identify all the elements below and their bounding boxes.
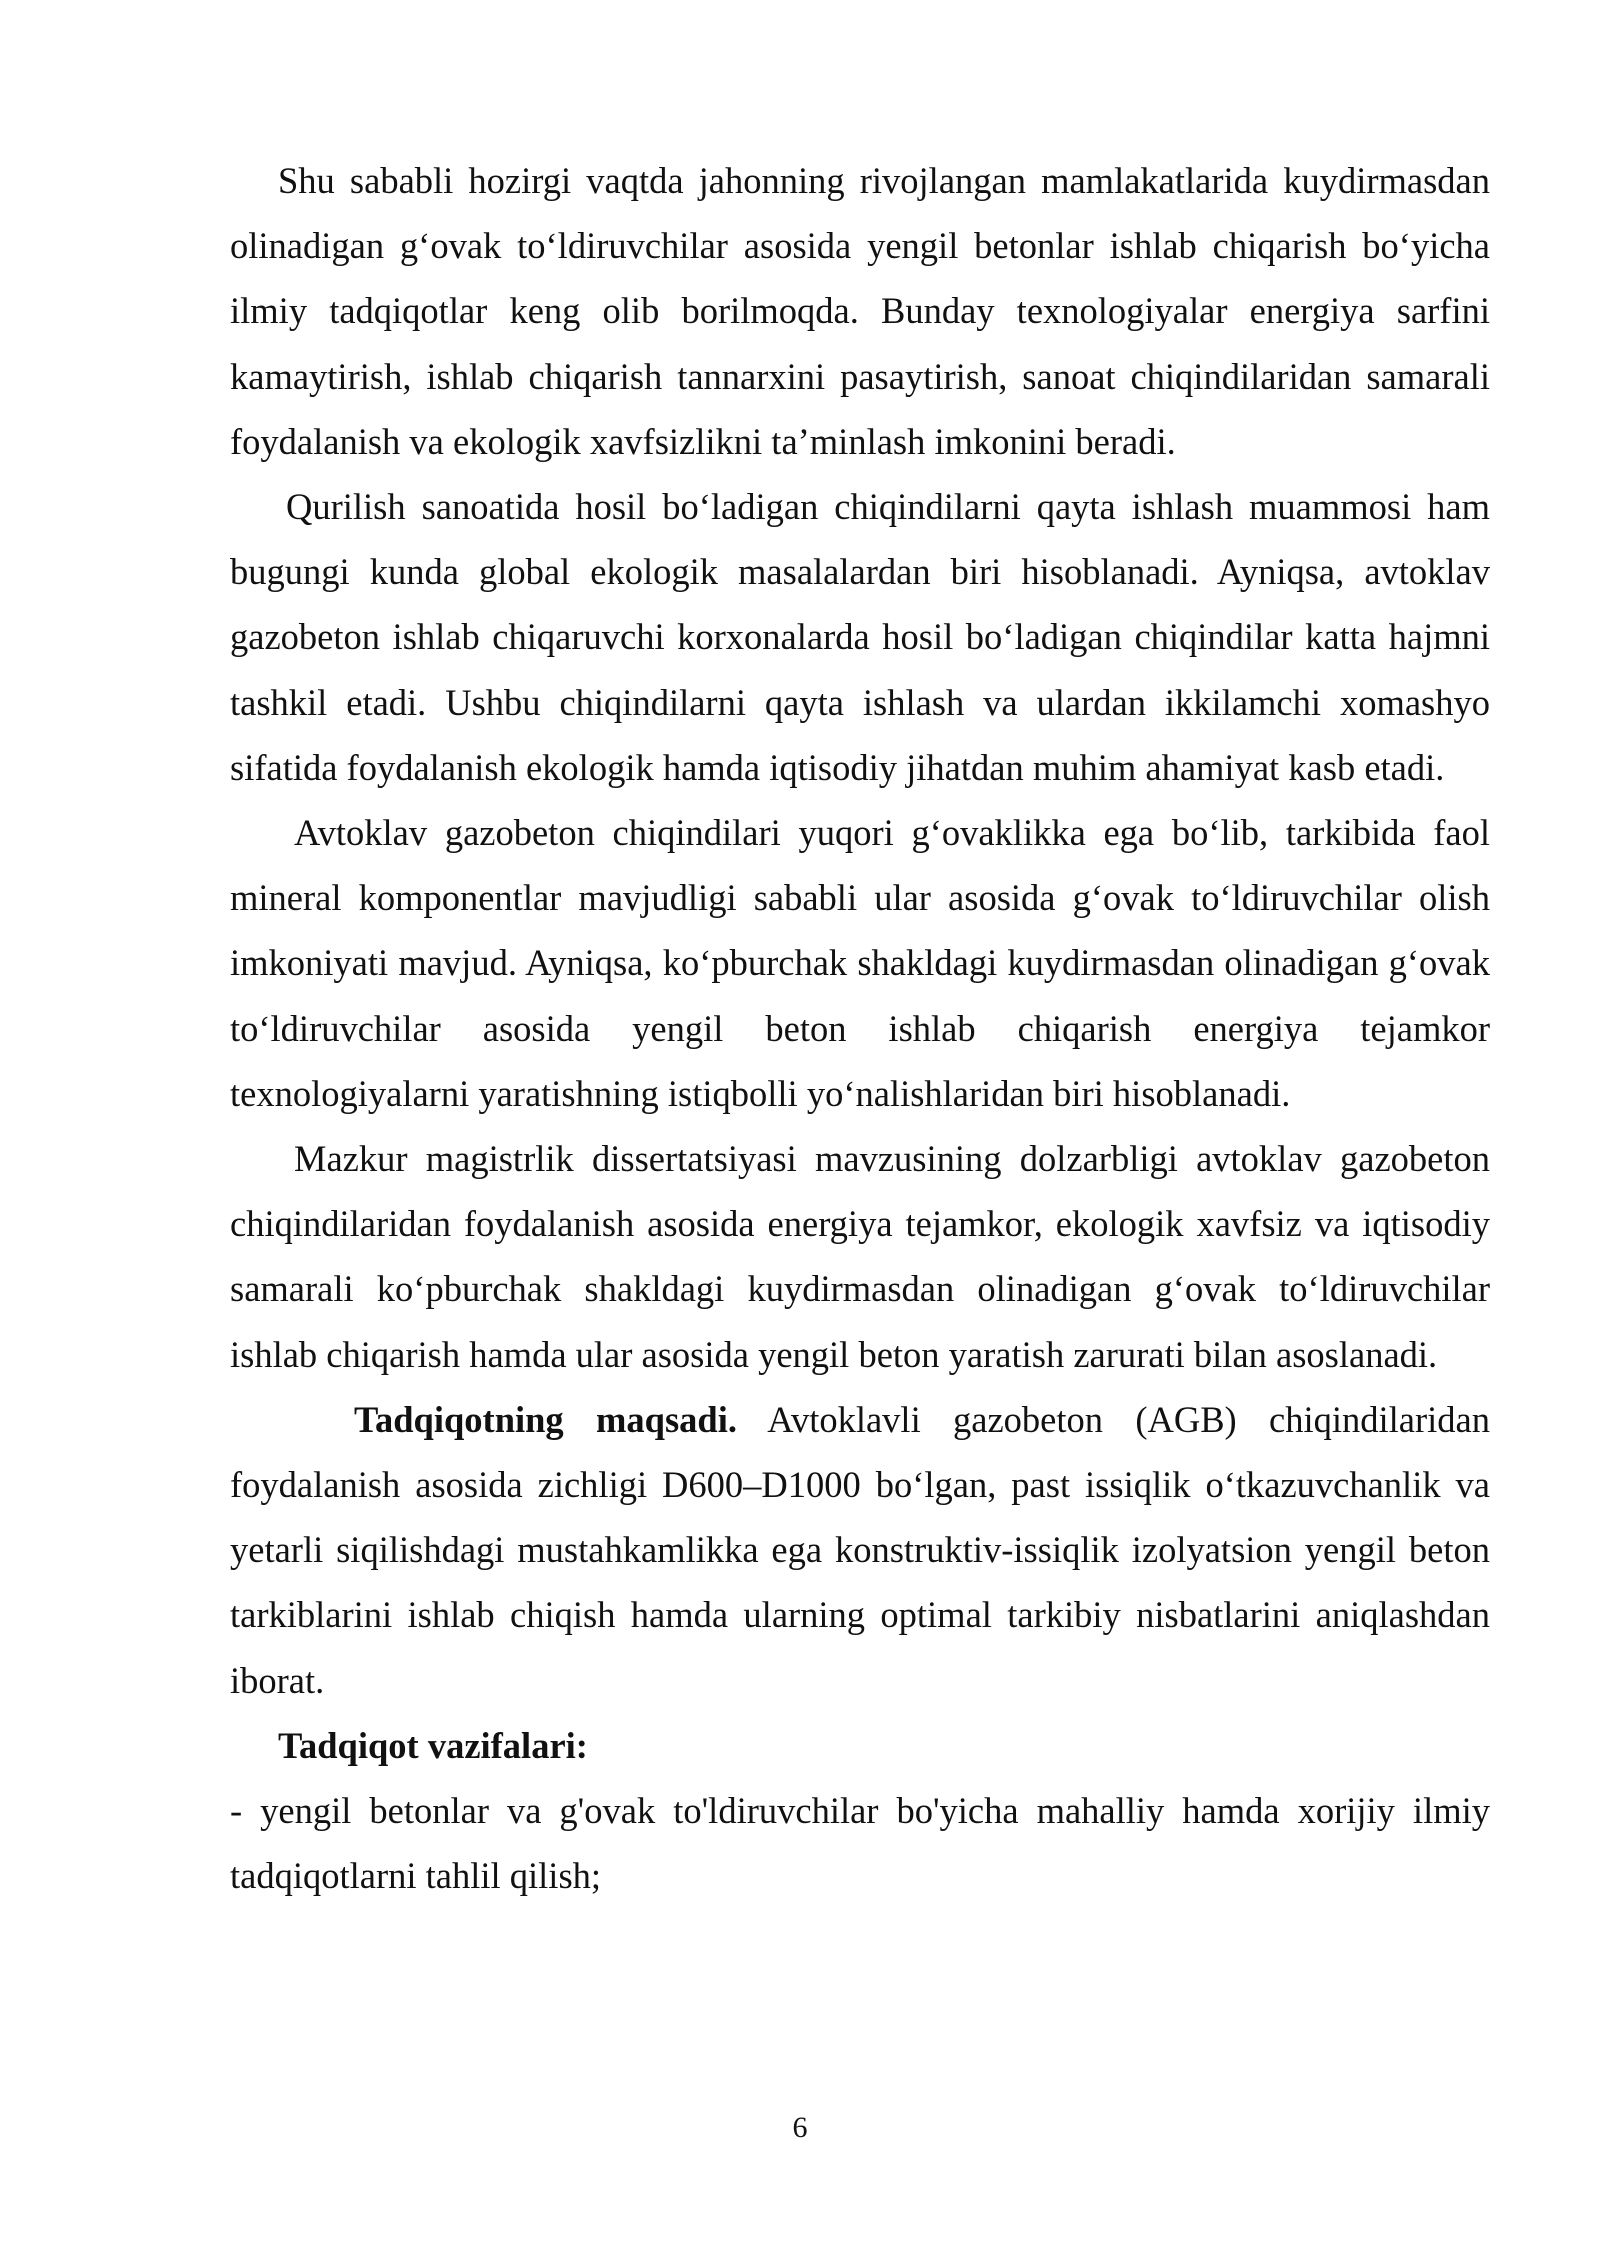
research-goal-label: Tadqiqotning maqsadi. [354, 1398, 737, 1440]
page-body [230, 148, 1490, 1908]
paragraph-relevance: Mazkur magistrlik dissertatsiyasi mavzusining dolzarbligi avtoklav gazobeton chiqindilaridan foydalanish asosida energiya tejamkor, ekologik xavfsiz va iqtisodiy samarali ko‘pburchak shakldagi kuydirmasdan olinadigan g‘ovak to‘ldiruvchilar ishlab chiqarish hamda ular asosida yengil beton yaratish zarurati bilan asoslanadi. [230, 1138, 1490, 1375]
paragraph-aerated-concrete-waste: Avtoklav gazobeton chiqindilari yuqori g‘ovaklikka ega bo‘lib, tarkibida faol mineral komponentlar mavjudligi sababli ular asosida g‘ovak to‘ldiruvchilar olish imkoniyati mavjud. Ayniqsa, ko‘pburchak shakldagi kuydirmasdan olinadigan g‘ovak to‘ldiruvchilar asosida yengil beton ishlab chiqarish energiya tejamkor texnologiyalarni yaratishning istiqbolli yo‘nalishlaridan biri hisoblanadi. [230, 812, 1490, 1114]
paragraph-research-goal [230, 1387, 1490, 1713]
paragraph-intro: Shu sababli hozirgi vaqtda jahonning rivojlangan mamlakatlarida kuydirmasdan olinadigan g‘ovak to‘ldiruvchilar asosida yengil betonlar ishlab chiqarish bo‘yicha ilmiy tadqiqotlar keng olib borilmoqda. Bunday texnologiyalar energiya sarfini kamaytirish, ishlab chiqarish tannarxini pasaytirish, sanoat chiqindilaridan samarali foydalanish va ekologik xavfsizlikni ta’minlash imkonini beradi. [230, 160, 1490, 462]
research-goal-text: Avtoklavli gazobeton (AGB) chiqindilaridan foydalanish asosida zichligi D600–D1000 bo‘lgan, past issiqlik o‘tkazuvchanlik va yetarli siqilishdagi mustahkamlikka ega konstruktiv-issiqlik izolyatsion yengil beton tarkiblarini ishlab chiqish hamda ularning optimal tarkibiy nisbatlarini aniqlashdan iborat. [230, 1398, 1490, 1701]
research-task-item: - yengil betonlar va g'ovak to'ldiruvchilar bo'yicha mahalliy hamda xorijiy ilmiy tadqiqotlarni tahlil qilish; [230, 1790, 1490, 1897]
page-number: 6 [792, 2111, 808, 2144]
research-tasks-heading: Tadqiqot vazifalari: [278, 1724, 588, 1766]
paragraph-waste-recycling: Qurilish sanoatida hosil bo‘ladigan chiqindilarni qayta ishlash muammosi ham bugungi kunda global ekologik masalalardan biri hisoblanadi. Ayniqsa, avtoklav gazobeton ishlab chiqaruvchi korxonalarda hosil bo‘ladigan chiqindilar katta hajmni tashkil etadi. Ushbu chiqindilarni qayta ishlash va ulardan ikkilamchi xomashyo sifatida foydalanish ekologik hamda iqtisodiy jihatdan muhim ahamiyat kasb etadi. [230, 486, 1490, 788]
